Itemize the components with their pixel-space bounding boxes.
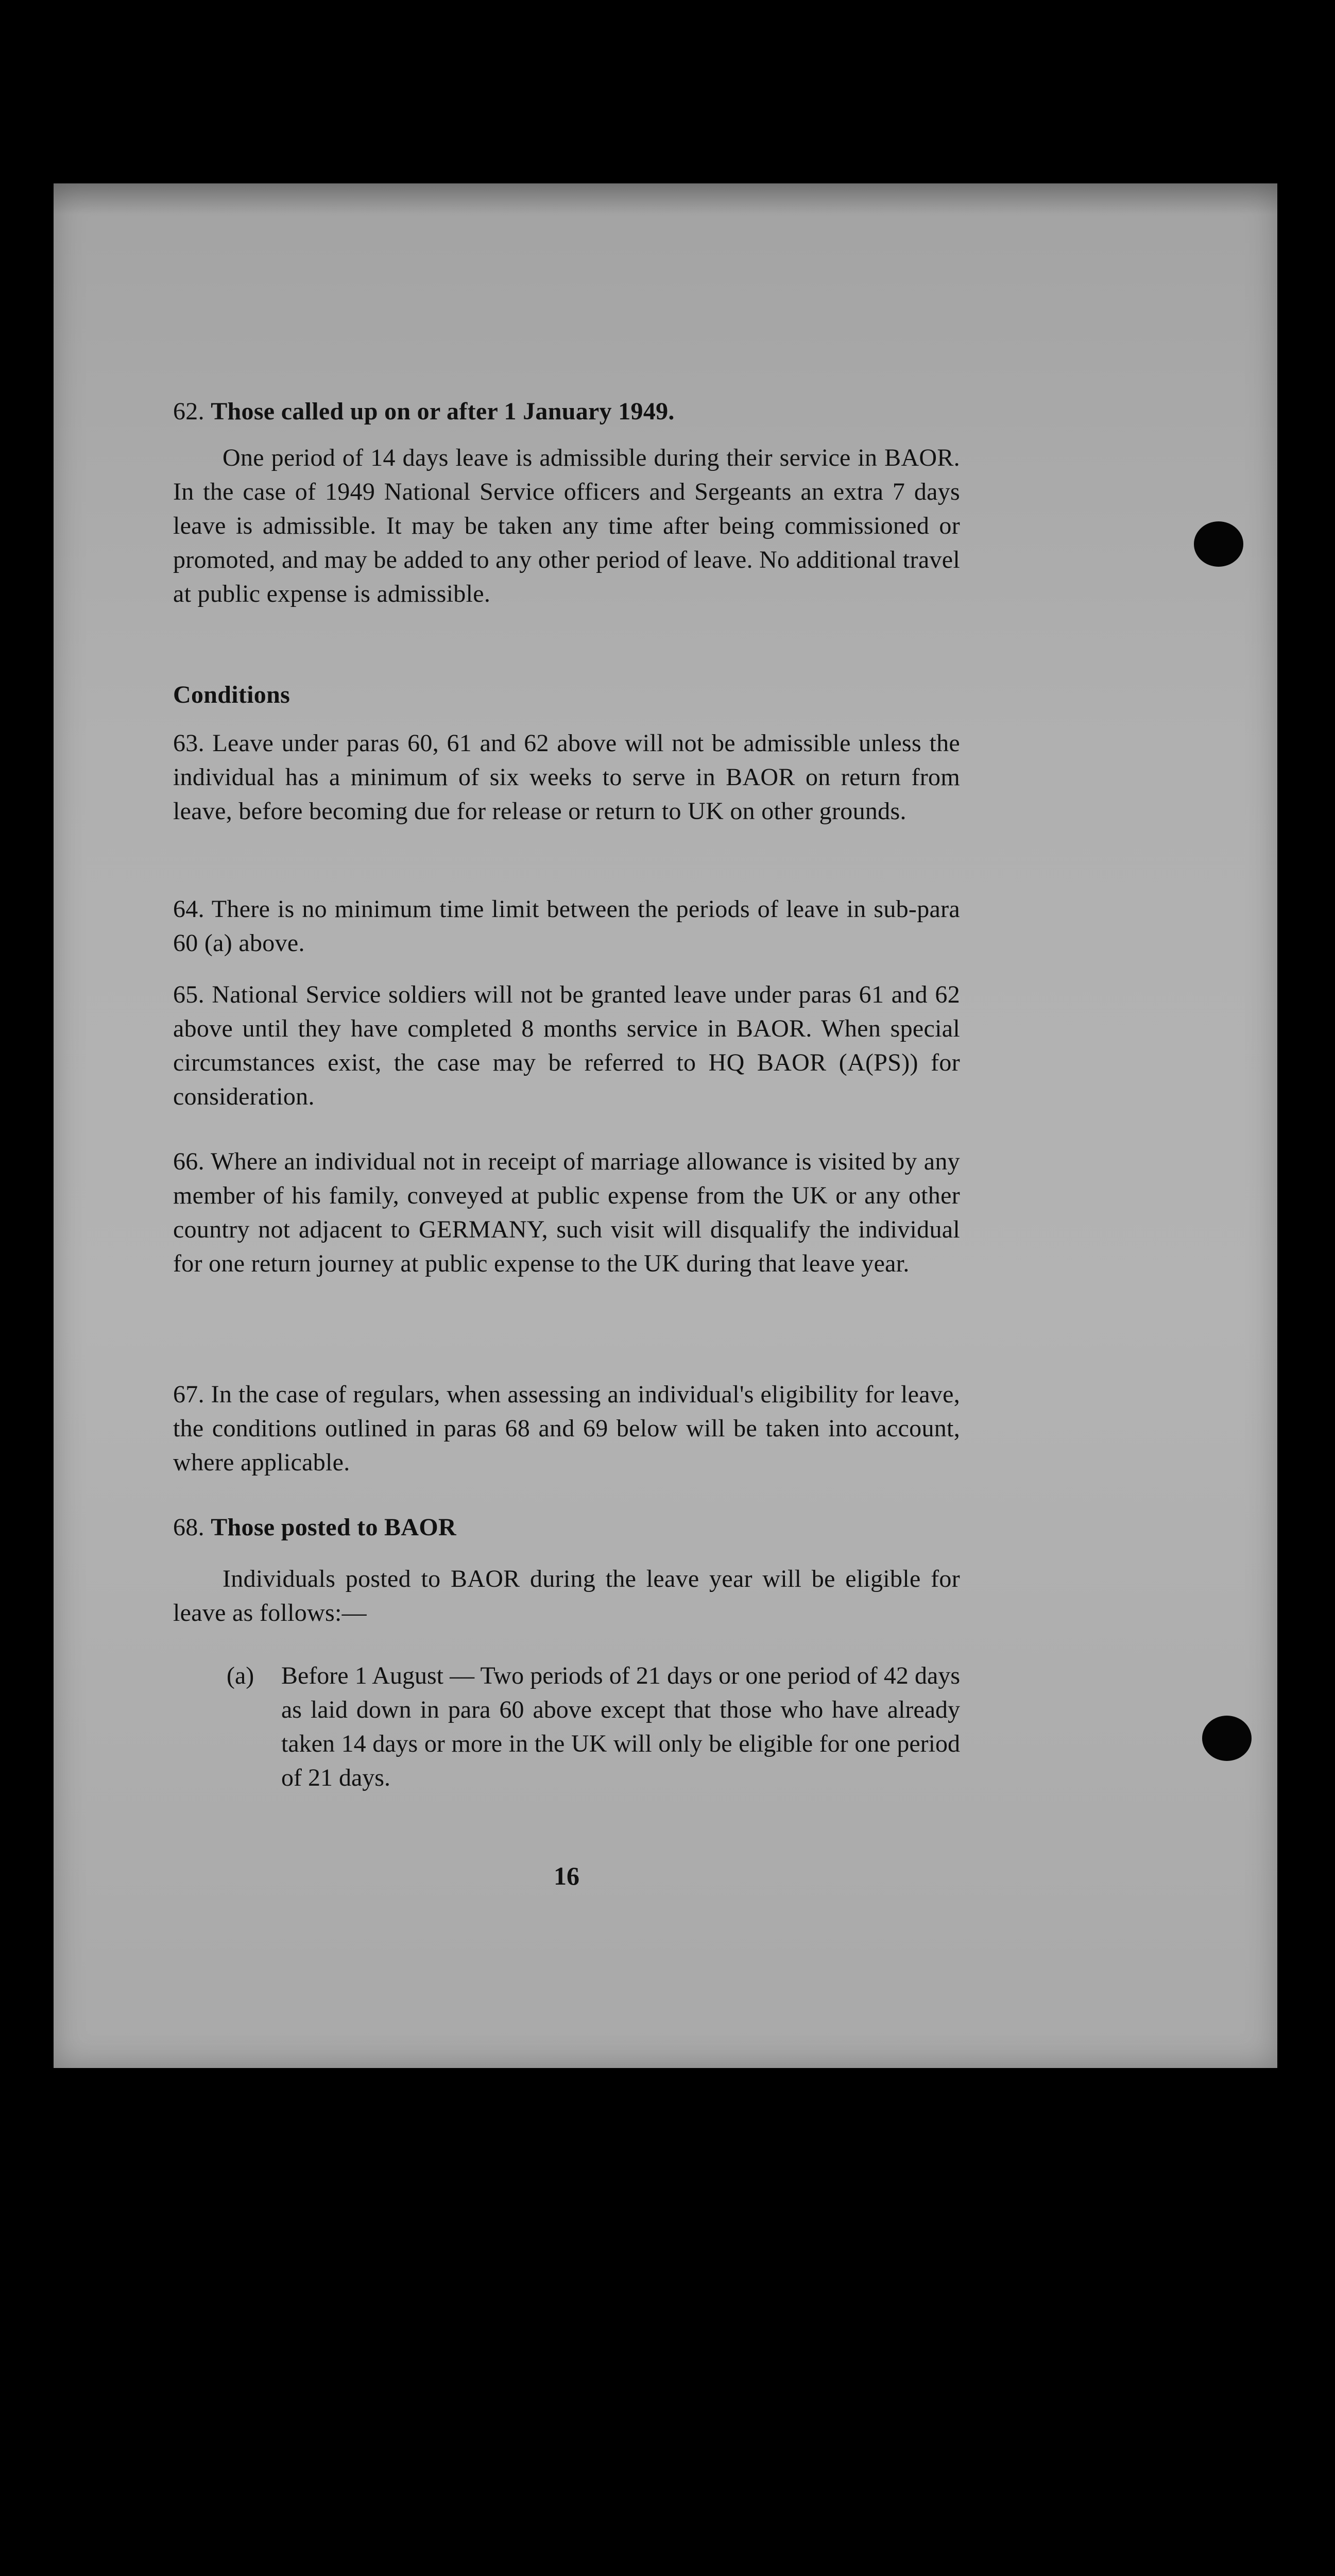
para-68-item-a	[227, 1659, 960, 1795]
para-64-text: 64. There is no minimum time limit between the periods of leave in sub-para 60 (a) above.	[173, 895, 960, 957]
punch-hole-top	[1194, 521, 1243, 567]
para-62-body	[173, 441, 960, 611]
para-68-text: Individuals posted to BAOR during the leave year will be eligible for leave as follows:—	[173, 1565, 960, 1626]
para-66-text: 66. Where an individual not in receipt of marriage allowance is visited by any member of his family, conveyed at public expense from the UK or any other country not adjacent to GERMANY, such visit will disqualify the individual for one return journey at public expense to the UK during that leave year.	[173, 1148, 960, 1277]
para-66	[173, 1145, 960, 1281]
para-63	[173, 726, 960, 828]
item-a-label: (a)	[227, 1662, 254, 1689]
para-63-text: 63. Leave under paras 60, 61 and 62 above will not be admissible unless the individual has a minimum of six weeks to serve in BAOR on return from leave, before becoming due for release or return to UK on other grounds.	[173, 730, 960, 825]
conditions-heading	[173, 678, 960, 712]
para-65	[173, 978, 960, 1114]
para-65-text: 65. National Service soldiers will not be granted leave under paras 61 and 62 above until they have completed 8 months service in BAOR. When special circumstances exist, the case may be referred to HQ BAOR (A(PS)) for consideration.	[173, 981, 960, 1110]
para-62-heading	[173, 395, 960, 429]
para-68-heading	[173, 1511, 960, 1545]
page-top-shadow	[54, 183, 1277, 214]
para-62-title: Those called up on or after 1 January 1949.	[211, 398, 675, 425]
para-62-text: One period of 14 days leave is admissible during their service in BAOR. In the case of 1949 National Service officers and Sergeants an extra 7 days leave is admissible. It may be taken any time after being commissioned or promoted, and may be added to any other period of leave. No additional travel at public expense is admissible.	[173, 444, 960, 607]
para-67-text: 67. In the case of regulars, when assessing an individual's eligibility for leave, the conditions outlined in paras 68 and 69 below will be taken into account, where applicable.	[173, 1381, 960, 1476]
para-68-number: 68.	[173, 1514, 204, 1541]
para-62-number: 62.	[173, 398, 204, 425]
conditions-title: Conditions	[173, 681, 290, 708]
para-67	[173, 1378, 960, 1480]
para-64	[173, 892, 960, 960]
page-number: 16	[554, 1861, 579, 1890]
para-68-title: Those posted to BAOR	[211, 1514, 456, 1541]
para-68-body	[173, 1562, 960, 1630]
punch-hole-bottom	[1202, 1716, 1252, 1761]
item-a-text: Before 1 August — Two periods of 21 days or one period of 42 days as laid down in para 60 above except that those who have already taken 14 days or more in the UK will only be eligible for one period of 21 days.	[281, 1662, 960, 1791]
